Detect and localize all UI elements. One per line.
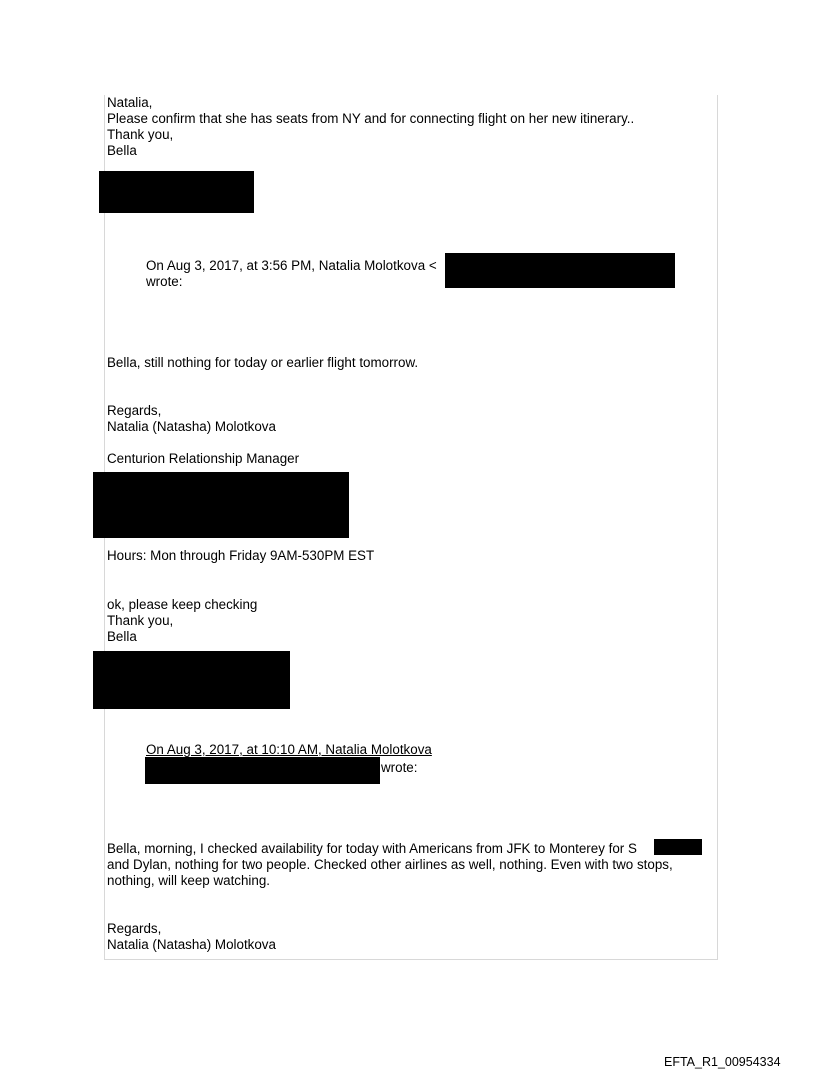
reply2-line2: and Dylan, nothing for two people. Checked other airlines as well, nothing. Even with two stops, xyxy=(107,857,673,872)
redaction-block xyxy=(99,171,254,213)
quote2-header: On Aug 3, 2017, at 10:10 AM, Natalia Molotkova xyxy=(146,742,432,757)
email2-signature: Bella xyxy=(107,629,137,644)
email2-thanks: Thank you, xyxy=(107,613,174,628)
email1-body: Please confirm that she has seats from NY and for connecting flight on her new itinerary.. xyxy=(107,111,635,126)
reply2-name: Natalia (Natasha) Molotkova xyxy=(107,937,276,952)
reply1-body: Bella, still nothing for today or earlier flight tomorrow. xyxy=(107,355,419,370)
quote1-wrote: wrote: xyxy=(146,274,183,289)
quote2-wrote: wrote: xyxy=(381,760,418,775)
email2-body: ok, please keep checking xyxy=(107,597,258,612)
document-id: EFTA_R1_00954334 xyxy=(664,1055,781,1069)
reply2-regards: Regards, xyxy=(107,921,162,936)
email1-thanks: Thank you, xyxy=(107,127,174,142)
redaction-block xyxy=(654,839,702,855)
email1-signature: Bella xyxy=(107,143,137,158)
reply2-line3: nothing, will keep watching. xyxy=(107,873,271,888)
reply1-title: Centurion Relationship Manager xyxy=(107,451,300,466)
redaction-block xyxy=(93,651,290,709)
quote1-header: On Aug 3, 2017, at 3:56 PM, Natalia Molotkova < xyxy=(146,258,437,273)
redaction-block xyxy=(145,757,380,784)
email1-greeting: Natalia, xyxy=(107,95,153,110)
reply1-name: Natalia (Natasha) Molotkova xyxy=(107,419,276,434)
reply1-hours: Hours: Mon through Friday 9AM-530PM EST xyxy=(107,548,375,563)
reply1-regards: Regards, xyxy=(107,403,162,418)
reply2-line1: Bella, morning, I checked availability for today with Americans from JFK to Monterey for S xyxy=(107,841,637,856)
redaction-block xyxy=(93,472,349,538)
redaction-block xyxy=(445,253,675,288)
